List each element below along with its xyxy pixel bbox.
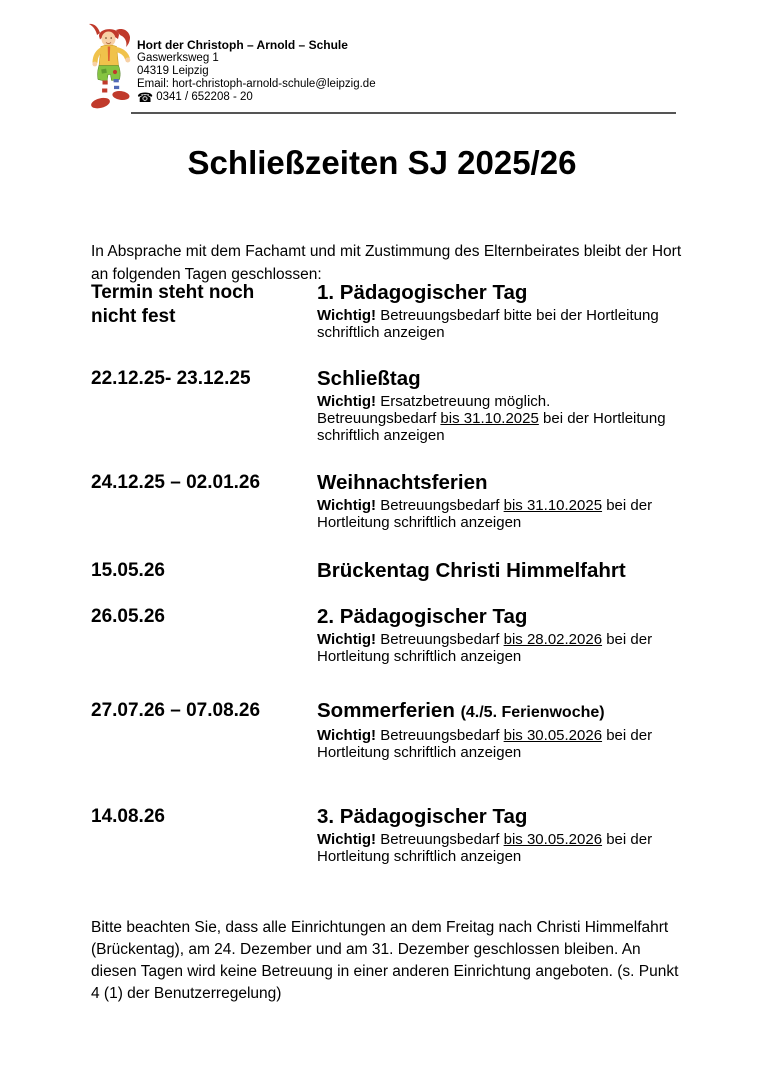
- note-text: Ersatzbetreuung möglich. Betreuungsbedarf: [317, 393, 551, 427]
- note-text: Betreuungsbedarf: [376, 727, 504, 744]
- closure-date: [91, 805, 317, 865]
- schedule-row: [91, 281, 691, 341]
- closure-note: [317, 393, 673, 444]
- date-line: Termin steht noch: [91, 282, 255, 303]
- date-line: 15.05.26: [91, 560, 165, 581]
- important-label: Wichtig!: [317, 307, 377, 324]
- closure-details: [317, 699, 673, 761]
- pippi-figure-icon: [82, 22, 137, 112]
- note-text: Betreuungsbedarf bitte bei der Hortleitung schriftlich anzeigen: [317, 307, 659, 341]
- schedule-row: [91, 605, 691, 665]
- date-line: nicht fest: [91, 306, 176, 327]
- closure-title: Brückentag Christi Himmelfahrt: [317, 559, 626, 582]
- phone-line: [137, 91, 557, 104]
- closure-date: [91, 699, 317, 761]
- note-deadline: bis 31.10.2025: [503, 497, 603, 514]
- closure-title: 1. Pädagogischer Tag: [317, 281, 528, 304]
- note-deadline: bis 28.02.2026: [503, 631, 603, 648]
- note-text: bei der Hortleitung schriftlich anzeigen: [317, 831, 653, 865]
- closure-date: [91, 471, 317, 531]
- closure-details: [317, 805, 673, 865]
- important-label: Wichtig!: [317, 497, 377, 514]
- schedule-row: [91, 805, 691, 865]
- note-text: Betreuungsbedarf: [376, 497, 504, 514]
- closure-note: [317, 307, 673, 341]
- org-name: Hort der Christoph – Arnold – Schule: [137, 38, 348, 52]
- closure-details: [317, 367, 673, 444]
- date-line: 22.12.25- 23.12.25: [91, 368, 251, 389]
- closure-title-suffix: (4./5. Ferienwoche): [460, 704, 605, 721]
- letterhead-text: [137, 39, 557, 104]
- header-divider: [131, 112, 676, 114]
- phone-number: 0341 / 652208 - 20: [156, 91, 253, 103]
- closure-note: [317, 831, 673, 865]
- closure-details: [317, 605, 673, 665]
- note-text: bei der Hortleitung schriftlich anzeigen: [317, 727, 653, 761]
- closure-note: [317, 631, 673, 665]
- closure-title-text: Sommerferien: [317, 699, 461, 722]
- note-text: Betreuungsbedarf: [376, 831, 504, 848]
- important-label: Wichtig!: [317, 631, 377, 648]
- date-line: 26.05.26: [91, 606, 165, 627]
- closure-details: [317, 471, 673, 531]
- important-label: Wichtig!: [317, 393, 377, 410]
- important-label: Wichtig!: [317, 727, 377, 744]
- note-text: bei der Hortleitung schriftlich anzeigen: [317, 631, 653, 665]
- schedule-row: [91, 471, 691, 531]
- note-text: bei der Hortleitung schriftlich anzeigen: [317, 410, 666, 444]
- footer-notice: Bitte beachten Sie, dass alle Einrichtungen an dem Freitag nach Christi Himmelfahrt (Brückentag), am 24. Dezember und am 31. Dezember geschlossen bleiben. An diesen Tagen wird keine Betreuung in einer anderen Einrichtung angeboten. (s. Punkt 4 (1) der Benutzerregelung): [91, 918, 679, 1002]
- schedule-row: [91, 367, 691, 444]
- closure-title: [317, 699, 673, 725]
- closure-title: Schließtag: [317, 367, 421, 390]
- closure-note: [317, 497, 673, 531]
- closure-date: [91, 281, 317, 341]
- note-deadline: bis 30.05.2026: [503, 831, 603, 848]
- closure-schedule: [91, 281, 691, 865]
- note-deadline: bis 31.10.2025: [440, 410, 539, 427]
- email-line: Email: hort-christoph-arnold-schule@leipzig.de: [137, 78, 376, 90]
- address-street: Gaswerksweg 1: [137, 52, 219, 64]
- intro-paragraph: In Absprache mit dem Fachamt und mit Zustimmung des Elternbeirates bleibt der Hort an folgenden Tagen geschlossen:: [91, 242, 682, 283]
- closure-title: Weihnachtsferien: [317, 471, 488, 494]
- date-line: 24.12.25 – 02.01.26: [91, 472, 261, 493]
- closure-title: 3. Pädagogischer Tag: [317, 805, 528, 828]
- note-text: bei der Hortleitung schriftlich anzeigen: [317, 497, 653, 531]
- schedule-row: [91, 559, 691, 583]
- page-title: Schließzeiten SJ 2025/26: [187, 144, 577, 181]
- closure-date: [91, 559, 317, 583]
- date-line: 27.07.26 – 07.08.26: [91, 700, 261, 721]
- date-line: 14.08.26: [91, 806, 165, 827]
- closure-details: [317, 559, 673, 583]
- address-city: 04319 Leipzig: [137, 65, 209, 77]
- note-deadline: bis 30.05.2026: [503, 727, 603, 744]
- closure-date: [91, 605, 317, 665]
- closure-title: 2. Pädagogischer Tag: [317, 605, 528, 628]
- important-label: Wichtig!: [317, 831, 377, 848]
- phone-icon: ☎: [137, 90, 154, 105]
- closure-note: [317, 727, 673, 761]
- note-text: Betreuungsbedarf: [376, 631, 504, 648]
- schedule-row: [91, 699, 691, 761]
- closure-date: [91, 367, 317, 444]
- closure-details: [317, 281, 673, 341]
